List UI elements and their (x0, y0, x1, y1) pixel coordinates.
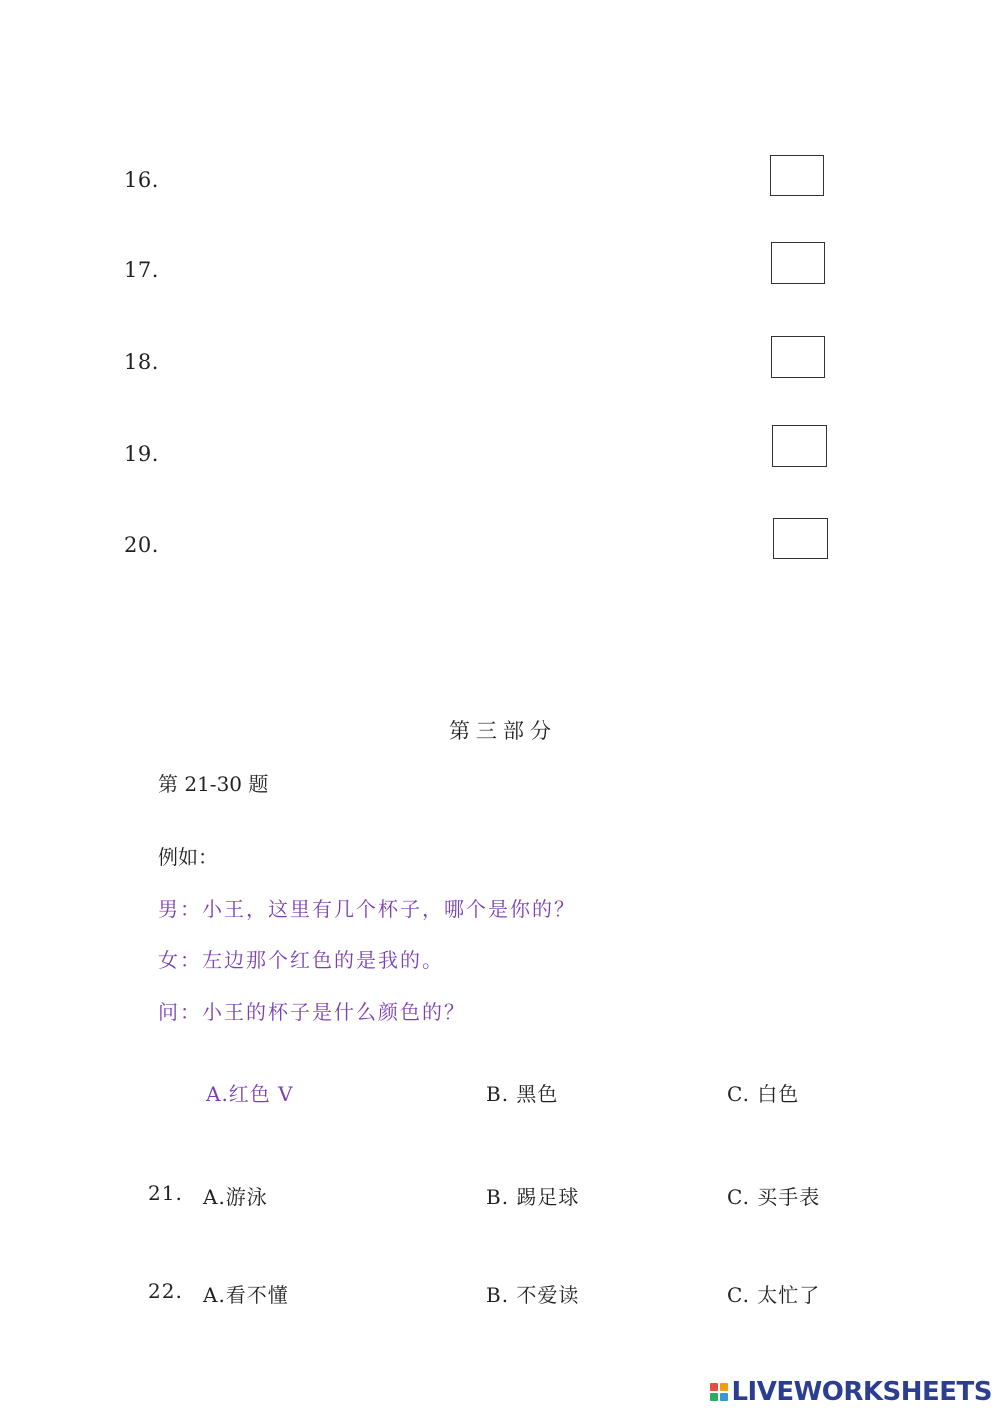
example-option-b: B. 黑色 (486, 1082, 559, 1106)
example-option-c: C. 白色 (727, 1082, 800, 1106)
answer-box-20[interactable] (773, 518, 828, 559)
answer-box-19[interactable] (772, 425, 827, 467)
question-22-option-a[interactable]: A.看不懂 (203, 1283, 289, 1307)
liveworksheets-logo-icon (710, 1383, 728, 1401)
liveworksheets-text: LIVEWORKSHEETS (731, 1377, 992, 1407)
example-woman-line: 女：左边那个红色的是我的。 (158, 948, 444, 972)
question-17-number: 17. (124, 258, 159, 282)
question-19-number: 19. (124, 442, 159, 466)
example-label: 例如： (158, 845, 218, 869)
question-21-option-b[interactable]: B. 踢足球 (486, 1185, 580, 1209)
example-man-line: 男：小王，这里有几个杯子，哪个是你的？ (158, 897, 576, 921)
example-question-line: 问：小王的杯子是什么颜色的？ (158, 1000, 466, 1024)
liveworksheets-watermark (710, 1377, 992, 1407)
question-21-option-c[interactable]: C. 买手表 (727, 1185, 821, 1209)
question-range: 第 21-30 题 (158, 772, 269, 796)
question-16-number: 16. (124, 168, 159, 192)
question-20-number: 20. (124, 533, 159, 557)
answer-box-18[interactable] (771, 336, 825, 378)
answer-box-16[interactable] (770, 155, 824, 196)
section-title: 第三部分 (449, 719, 557, 743)
question-22-option-c[interactable]: C. 太忙了 (727, 1283, 821, 1307)
question-22-option-b[interactable]: B. 不爱读 (486, 1283, 580, 1307)
question-21-option-a[interactable]: A.游泳 (203, 1185, 268, 1209)
question-22-number: 22. (148, 1279, 183, 1303)
question-18-number: 18. (124, 350, 159, 374)
answer-box-17[interactable] (771, 242, 825, 284)
question-21-number: 21. (148, 1181, 183, 1205)
example-option-a: A.红色 V (206, 1082, 294, 1106)
